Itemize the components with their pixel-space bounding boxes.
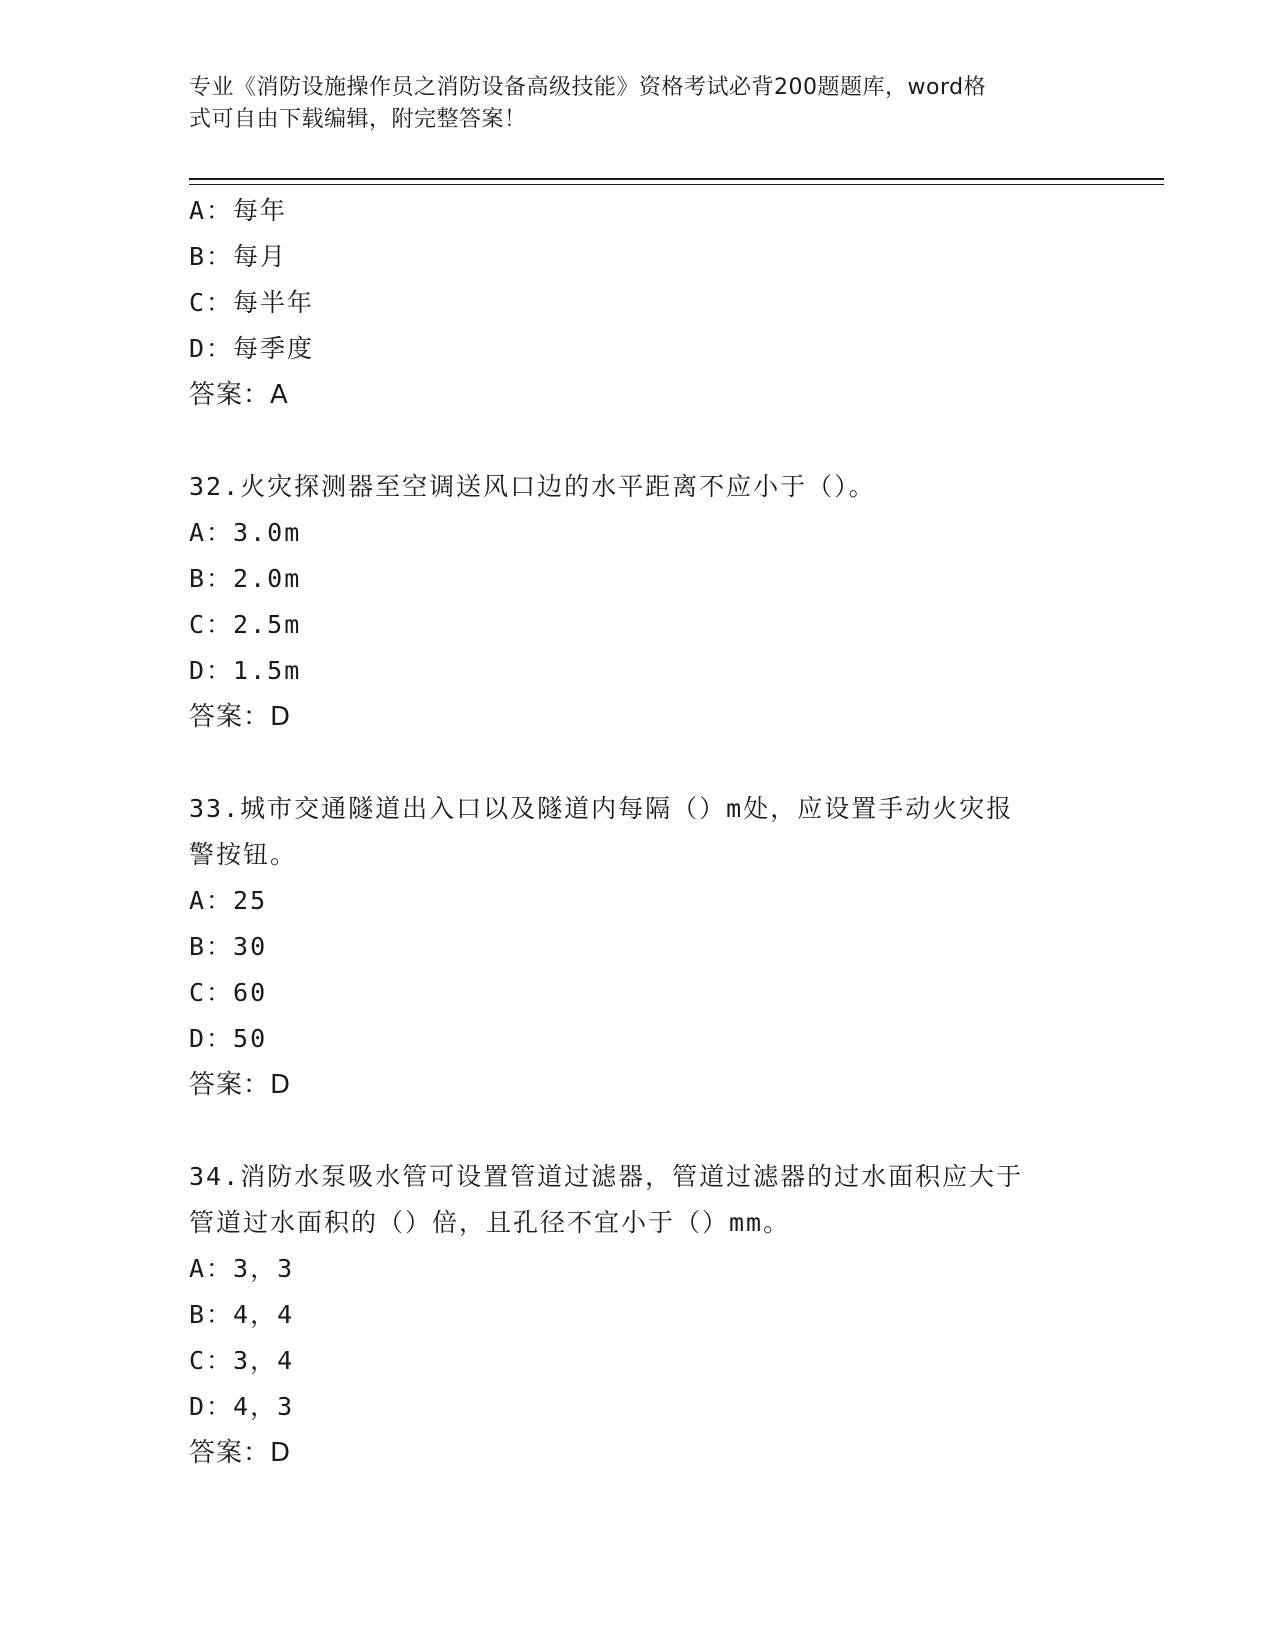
option-a: A：3.0m (189, 518, 302, 547)
spacer (189, 740, 1089, 786)
option-b: B：每月 (189, 242, 288, 271)
header-divider-thin (189, 184, 1164, 185)
answer-line: 答案：A (189, 380, 289, 410)
option-b: B：30 (189, 932, 268, 961)
option-a: A：25 (189, 886, 268, 915)
header-line-1: 专业《消防设施操作员之消防设备高级技能》资格考试必背200题题库，word格 (189, 75, 987, 100)
option-a: A：3，3 (189, 1254, 295, 1283)
option-c: C：每半年 (189, 288, 315, 317)
question-text-line-1: 34.消防水泵吸水管可设置管道过滤器，管道过滤器的过水面积应大于 (189, 1162, 1024, 1191)
option-c: C：2.5m (189, 610, 302, 639)
option-d: D：1.5m (189, 656, 302, 685)
question-block-31 (189, 188, 1089, 418)
spacer (189, 1108, 1089, 1154)
question-block-32 (189, 464, 1089, 740)
answer-line: 答案：D (189, 1070, 292, 1100)
option-d: D：每季度 (189, 334, 315, 363)
option-a: A：每年 (189, 196, 288, 225)
header-divider-thick (189, 178, 1164, 180)
question-text-line-2: 管道过水面积的（）倍，且孔径不宜小于（）mm。 (189, 1208, 791, 1237)
question-list (189, 188, 1089, 1476)
answer-line: 答案：D (189, 1438, 292, 1468)
header-line-2: 式可自由下载编辑，附完整答案！ (189, 107, 527, 132)
question-block-34 (189, 1154, 1089, 1476)
option-b: B：2.0m (189, 564, 302, 593)
spacer (189, 418, 1089, 464)
document-header (189, 72, 1089, 136)
question-text-line-2: 警按钮。 (189, 840, 298, 869)
option-d: D：4，3 (189, 1392, 295, 1421)
question-block-33 (189, 786, 1089, 1108)
question-text-line-1: 33.城市交通隧道出入口以及隧道内每隔（）m处，应设置手动火灾报 (189, 794, 1014, 823)
option-b: B：4，4 (189, 1300, 295, 1329)
question-text: 32.火灾探测器至空调送风口边的水平距离不应小于（）。 (189, 472, 876, 501)
option-c: C：60 (189, 978, 268, 1007)
option-d: D：50 (189, 1024, 268, 1053)
answer-line: 答案：D (189, 702, 292, 732)
option-c: C：3，4 (189, 1346, 295, 1375)
